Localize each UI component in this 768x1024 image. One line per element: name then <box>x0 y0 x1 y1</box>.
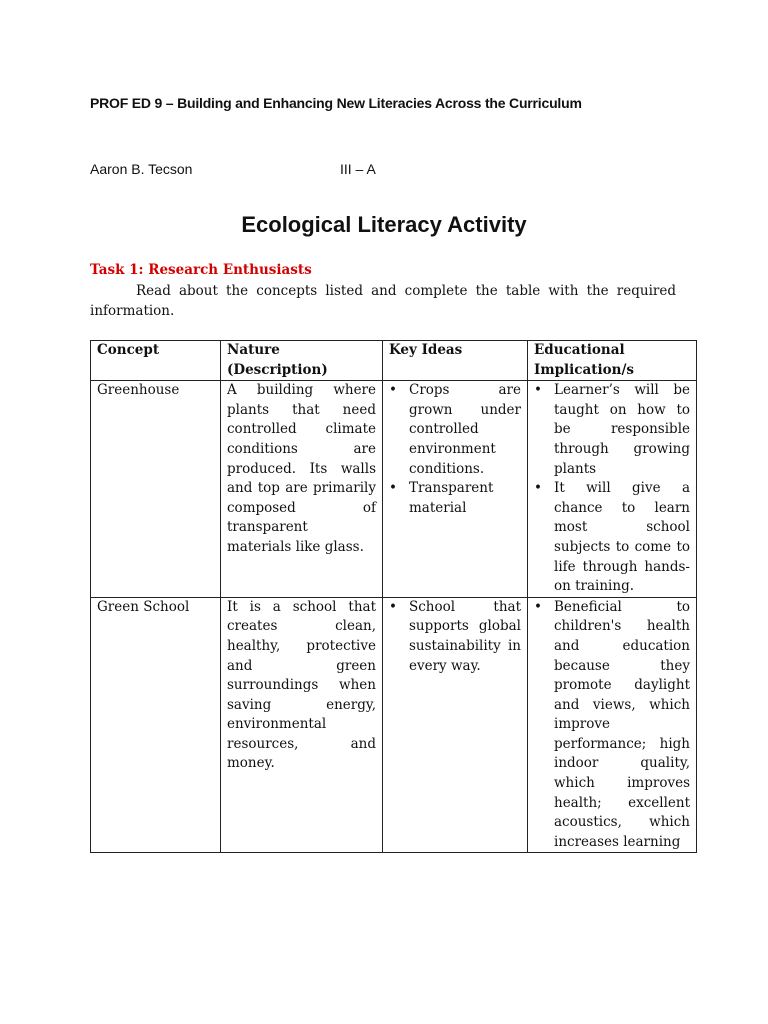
table-header-row <box>91 341 697 381</box>
concept-cell: Green School <box>91 597 221 853</box>
header-concept: Concept <box>91 341 221 381</box>
list-item: • School that supports global sustainability in every way. <box>389 598 521 674</box>
bullet-icon: • <box>389 480 397 497</box>
bullet-icon: • <box>389 382 397 399</box>
bullet-icon: • <box>534 598 542 615</box>
header-nature: Nature (Description) <box>221 341 383 381</box>
concept-table <box>90 340 697 853</box>
header-implications: Educational Implication/s <box>528 341 697 381</box>
header-key-ideas: Key Ideas <box>383 341 528 381</box>
task-instructions: Read about the concepts listed and complete the table with the required information. <box>90 283 676 319</box>
bullet-icon: • <box>389 598 397 615</box>
implications-cell <box>528 597 697 853</box>
list-item: • Beneficial to children's health and education because they promote daylight and views, which improve performance; high indoor quality, which improves health; excellent acoustics, which increases learning <box>534 598 690 850</box>
activity-title: Ecological Literacy Activity <box>241 212 527 237</box>
concept-cell: Greenhouse <box>91 381 221 598</box>
list-item: • It will give a chance to learn most school subjects to come to life through hands-on training. <box>534 480 690 595</box>
bullet-icon: • <box>534 480 542 497</box>
nature-cell: A building where plants that need controlled climate conditions are produced. Its walls and top are primarily composed of transparent materials like glass. <box>221 381 383 598</box>
list-item: • Learner’s will be taught on how to be responsible through growing plants <box>534 382 690 477</box>
list-item: • Transparent material <box>389 480 494 516</box>
course-title: PROF ED 9 – Building and Enhancing New Literacies Across the Curriculum <box>90 95 582 111</box>
task-heading: Task 1: Research Enthusiasts <box>90 262 312 278</box>
key-ideas-cell <box>383 381 528 598</box>
table-row <box>91 597 697 853</box>
nature-cell: It is a school that creates clean, healthy, protective and green surroundings when saving energy, environmental resources, and money. <box>221 597 383 853</box>
key-ideas-cell <box>383 597 528 853</box>
implications-cell <box>528 381 697 598</box>
student-section: III – A <box>340 161 376 177</box>
table-row <box>91 381 697 598</box>
list-item: • Crops are grown under controlled environment conditions. <box>389 382 521 477</box>
student-name: Aaron B. Tecson <box>90 161 193 177</box>
bullet-icon: • <box>534 382 542 399</box>
